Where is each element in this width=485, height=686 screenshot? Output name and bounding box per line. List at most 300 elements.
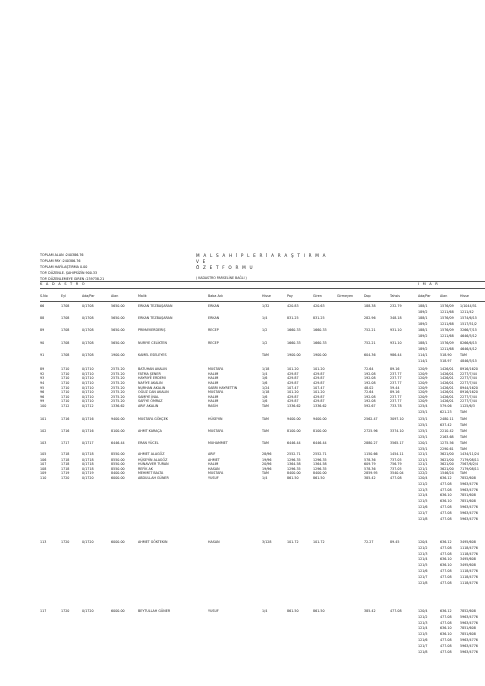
table-cell: ARIF <box>208 452 216 456</box>
table-cell: AHMT KARAÇA <box>138 429 162 433</box>
imar-cell: 636.10 <box>440 557 452 562</box>
table-cell: RECEP <box>208 328 219 332</box>
table-cell: 93 <box>40 376 45 380</box>
table-cell: 6446.44 <box>111 441 125 445</box>
table-cell: 1/18 <box>262 390 270 394</box>
table-cell: 1708 <box>61 328 70 332</box>
table-cell: 232.79 <box>390 304 402 308</box>
imar-cell: 120/9 <box>418 381 428 385</box>
table-cell: 8400.00 <box>313 471 327 475</box>
imar-cell: 1574/6/15 <box>460 316 477 320</box>
imar-cell: 477.08 <box>440 643 452 648</box>
table-cell: 1716 <box>61 429 70 433</box>
table-cell: 0/1718 <box>82 458 94 462</box>
imar-cell: 518.90 <box>440 353 452 357</box>
table-cell: MUSTAFA GÖKÇEK <box>138 417 168 421</box>
table-cell: 101.72 <box>287 540 299 544</box>
table-cell: SAFİYE ÖMRAZ <box>138 399 163 403</box>
table-cell: HASAN <box>208 467 220 471</box>
table-cell: HASAN <box>208 540 220 544</box>
imar-cell: 5963/4776 <box>460 487 478 492</box>
table-cell: 0/1710 <box>82 395 94 399</box>
table-cell: 2575.20 <box>111 376 125 380</box>
imar-cell: 1546/24 <box>440 471 454 475</box>
table-cell: 192.08 <box>364 381 376 385</box>
table-cell: 429.87 <box>313 376 325 380</box>
table-cell: 8100.00 <box>313 429 327 433</box>
table-cell: 2552.71 <box>313 452 327 456</box>
table-cell: 604.36 <box>364 353 376 357</box>
imar-cell: 477.08 <box>440 614 452 619</box>
table-cell: 2725.96 <box>364 429 378 433</box>
table-cell: 348.18 <box>390 316 402 320</box>
table-cell: 101.20 <box>287 367 299 371</box>
imar-cell: 120/9 <box>418 390 428 394</box>
table-cell: 282.96 <box>364 316 376 320</box>
table-cell: 192.08 <box>364 399 376 403</box>
table-cell: 89.16 <box>390 367 400 371</box>
table-cell: 1/4 <box>262 476 268 480</box>
imar-cell: 477.08 <box>440 487 452 492</box>
imar-cell: 121/1 <box>418 452 428 456</box>
table-cell: 2859.95 <box>364 471 378 475</box>
table-cell: 89.45 <box>390 540 400 544</box>
table-cell: HALIM <box>208 395 219 399</box>
table-cell: 1718 <box>61 467 70 471</box>
table-cell: 0/1719 <box>82 471 94 475</box>
table-cell: 2562.47 <box>364 417 378 421</box>
table-cell: 8550.00 <box>111 458 125 462</box>
table-cell: 429.87 <box>287 372 299 376</box>
report-title: M A L S A H İ P L E R İ A R A Ş T I R M A <box>196 253 327 258</box>
imar-cell: 121/8 <box>418 516 428 521</box>
table-cell: 861.50 <box>287 609 299 613</box>
imar-cell: TAM <box>460 417 467 421</box>
imar-cell: 125/4 <box>418 404 428 408</box>
imar-cell: 121/2 <box>418 614 428 619</box>
imar-cell: 7851/608 <box>460 632 476 637</box>
table-cell: 1710 <box>61 399 70 403</box>
table-cell: 2575.20 <box>111 372 125 376</box>
imar-cell: 121/5 <box>418 632 428 637</box>
table-cell: 737.05 <box>390 458 402 462</box>
imar-cell: 1118/4776 <box>460 545 478 550</box>
table-cell: 0/1712 <box>82 404 94 408</box>
col-header: Malik <box>138 294 147 298</box>
table-cell: 72.27 <box>364 540 374 544</box>
table-cell: 237.77 <box>390 399 402 403</box>
imar-cell: 122/2 <box>418 471 428 475</box>
table-cell: 1336.62 <box>111 404 125 408</box>
table-cell: OĞUZ CAN AKALIN <box>138 390 169 394</box>
imar-cell: TAM <box>460 434 467 439</box>
imar-cell: 125/1 <box>418 429 428 433</box>
table-cell: 1710 <box>61 372 70 376</box>
col-header: Pay <box>287 294 293 298</box>
imar-cell: TAM <box>460 471 467 475</box>
imar-cell: 1211/68 <box>440 333 454 338</box>
table-cell: 107 <box>40 462 47 466</box>
imar-cell: 2290.61 <box>440 446 454 451</box>
table-cell: 9400.00 <box>313 417 327 421</box>
col-header: Hisse <box>460 294 469 298</box>
imar-cell: 121/6 <box>418 569 428 573</box>
table-cell: 429.87 <box>287 395 299 399</box>
table-cell: 101.20 <box>287 390 299 394</box>
col-header: Dop <box>364 294 371 298</box>
table-cell: 107.47 <box>287 386 299 390</box>
table-cell: AHMET GÖKTEKIN <box>138 540 168 544</box>
imar-cell: 125/1 <box>418 446 428 451</box>
table-cell: 1/6 <box>262 395 268 399</box>
table-cell: 89 <box>40 367 45 371</box>
table-cell: 110 <box>40 476 47 480</box>
imar-cell: 477.08 <box>440 545 452 550</box>
table-cell: 1710 <box>61 381 70 385</box>
table-cell: SABRI HAYRETTIN <box>208 386 238 390</box>
table-cell: REFİK AK <box>138 467 153 471</box>
imar-cell: 121/2 <box>418 481 428 486</box>
imar-cell: 477.08 <box>440 569 452 573</box>
imar-cell: 5963/4776 <box>460 649 478 654</box>
table-cell: ERKAN <box>208 304 220 308</box>
table-cell: 1719 <box>61 471 70 475</box>
imar-cell: 120/9 <box>418 367 428 371</box>
table-cell: 108 <box>40 467 47 471</box>
imar-cell: 3621/00 <box>440 462 454 466</box>
table-cell: 1296.35 <box>313 458 327 462</box>
imar-cell: 477.08 <box>440 551 452 556</box>
imar-cell: 3495/608 <box>460 563 476 568</box>
table-cell: 192.08 <box>364 376 376 380</box>
imar-cell: 7851/608 <box>460 499 476 504</box>
imar-cell: 188/1 <box>418 316 428 320</box>
table-cell: 0/1716 <box>82 429 94 433</box>
imar-cell: 121/2 <box>418 545 428 550</box>
table-cell: 0/1717 <box>82 441 94 445</box>
imar-cell: 188/1 <box>418 328 428 332</box>
imar-cell: 636.10 <box>440 563 452 568</box>
col-header: Alan <box>440 294 448 298</box>
table-cell: 1364.58 <box>287 462 301 466</box>
table-cell: 1718 <box>61 462 70 466</box>
table-cell: 0/1708 <box>82 353 94 357</box>
table-cell: 5650.00 <box>111 316 125 320</box>
table-cell: 19/96 <box>262 467 272 471</box>
table-cell: 756.79 <box>390 462 402 466</box>
imar-cell: 4646/4/12 <box>460 346 477 351</box>
imar-cell: TAM <box>460 409 467 414</box>
table-cell: 1/2 <box>262 341 268 345</box>
table-cell: 420.83 <box>287 304 299 308</box>
imar-cell: 189/2 <box>418 309 428 314</box>
table-cell: 429.87 <box>287 376 299 380</box>
table-cell: 1150.66 <box>364 452 378 456</box>
table-cell: 5650.00 <box>111 341 125 345</box>
table-cell: 0/1720 <box>82 609 94 613</box>
imar-cell: 120/1 <box>418 441 428 445</box>
table-cell: TAM <box>262 441 269 445</box>
table-cell: 103 <box>40 441 47 445</box>
imar-cell: 7851/608 <box>460 626 476 631</box>
imar-cell: 7179/08/11 <box>460 467 480 471</box>
table-cell: 752.21 <box>364 328 376 332</box>
table-cell: 99 <box>40 399 45 403</box>
imar-cell: 2210.42 <box>440 429 454 433</box>
table-cell: 107.47 <box>313 386 325 390</box>
table-cell: 8550.00 <box>111 452 125 456</box>
table-cell: 0/1710 <box>82 386 94 390</box>
table-cell: 1710 <box>61 367 70 371</box>
table-cell: 1/4 <box>262 609 268 613</box>
table-cell: 89 <box>40 328 45 332</box>
imar-cell: 1576/09 <box>440 316 454 320</box>
table-cell: TAM <box>262 471 269 475</box>
table-cell: 72.64 <box>364 367 374 371</box>
table-cell: 1660.33 <box>287 341 301 345</box>
table-cell: 9400.00 <box>111 417 125 421</box>
table-cell: 1336.62 <box>313 404 327 408</box>
imar-cell: 120/4 <box>418 540 428 544</box>
table-cell: 429.87 <box>313 381 325 385</box>
table-cell: 100 <box>40 404 47 408</box>
imar-cell: TAM <box>460 446 467 451</box>
imar-cell: 636.10 <box>440 493 452 498</box>
table-cell: BEYTULLAH GÜNER <box>138 609 171 613</box>
table-cell: 1717 <box>61 441 70 445</box>
table-cell: 3565.17 <box>390 441 404 445</box>
table-cell: 1/6 <box>262 381 268 385</box>
table-cell: 2575.20 <box>111 381 125 385</box>
imar-cell: 121/4 <box>418 493 428 498</box>
table-cell: MUHAMMET <box>208 441 228 445</box>
imar-cell: 114/1 <box>418 358 428 363</box>
table-cell: 95 <box>40 386 45 390</box>
imar-cell: 1/1044/51 <box>460 304 477 308</box>
imar-cell: 5963/4776 <box>460 614 478 619</box>
imar-cell: 5963/4776 <box>460 620 478 625</box>
imar-cell: 1434/11/24 <box>460 452 480 456</box>
table-cell: 385.42 <box>364 609 376 613</box>
col-header: Giren <box>313 294 322 298</box>
table-cell: 0/1708 <box>82 304 94 308</box>
table-cell: 1/6 <box>262 399 268 403</box>
table-cell: 6000.00 <box>111 540 125 544</box>
table-cell: 8100.00 <box>111 429 125 433</box>
table-cell: 1720 <box>61 609 70 613</box>
table-cell: 0/1710 <box>82 390 94 394</box>
table-cell: 2552.71 <box>287 452 301 456</box>
imar-cell: 189/2 <box>418 346 428 351</box>
imar-cell: 2277/7/44 <box>460 372 477 376</box>
table-cell: 931.10 <box>390 328 402 332</box>
imar-cell: 2163.68 <box>440 434 454 439</box>
table-cell: 1708 <box>61 316 70 320</box>
imar-cell: 1517/51/2 <box>460 321 477 326</box>
imar-cell: 1426/01 <box>440 390 454 394</box>
imar-cell: 121/3 <box>418 620 428 625</box>
imar-cell: 1426/01 <box>440 376 454 380</box>
table-cell: MUSTAFA <box>208 471 224 475</box>
table-cell: ERAN YÜCEL <box>138 441 159 445</box>
table-cell: 385.42 <box>364 476 376 480</box>
imar-cell: 477.08 <box>440 505 452 509</box>
imar-cell: 125/1 <box>418 409 428 414</box>
imar-cell: 579.06 <box>440 404 452 408</box>
imar-cell: 1426/01 <box>440 367 454 371</box>
imar-cell: 120/9 <box>418 395 428 399</box>
table-cell: 0/1718 <box>82 467 94 471</box>
table-cell: 1/4 <box>262 372 268 376</box>
table-cell: 0/1710 <box>82 372 94 376</box>
imar-cell: 1426/01 <box>440 386 454 390</box>
table-cell: 96 <box>40 395 45 399</box>
imar-cell: 477.08 <box>440 620 452 625</box>
imar-cell: 477.08 <box>440 516 452 521</box>
col-header: Girmeyen <box>337 294 354 298</box>
imar-cell: 120/9 <box>418 372 428 376</box>
table-cell: 88 <box>40 316 45 320</box>
table-cell: 101.72 <box>313 540 325 544</box>
summary-total-share: TOPLAM PAY :240386.76 <box>40 259 81 263</box>
table-cell: 101 <box>40 417 47 421</box>
table-cell: 90 <box>40 341 45 345</box>
imar-cell: 121/6 <box>418 638 428 642</box>
imar-cell: 121/7 <box>418 574 428 579</box>
table-cell: 420.63 <box>313 304 325 308</box>
table-cell: NURIYE CELİKTEN <box>138 341 167 345</box>
imar-cell: 621.23 <box>440 409 452 414</box>
imar-cell: TAM <box>460 429 467 433</box>
table-cell: FATMA ŞENER <box>138 372 161 376</box>
table-cell: 429.87 <box>287 399 299 403</box>
table-cell: 9400.00 <box>287 417 301 421</box>
table-cell: 91 <box>40 353 45 357</box>
table-cell: HALIM <box>208 372 219 376</box>
table-cell: 477.08 <box>390 609 402 613</box>
imar-cell: 121/5 <box>418 499 428 504</box>
imar-cell: 1118/4776 <box>460 574 478 579</box>
table-cell: RASİH <box>208 404 218 408</box>
table-cell: 1454.11 <box>390 452 404 456</box>
table-cell: YUSUF <box>208 609 219 613</box>
imar-cell: 1426/01 <box>440 372 454 376</box>
table-cell: 117 <box>40 609 47 613</box>
table-cell: ABDULLAH GÜNER <box>138 476 169 480</box>
imar-cell: 121/6 <box>418 505 428 509</box>
imar-cell: 2277/7/44 <box>460 399 477 403</box>
table-cell: HALIM <box>208 376 219 380</box>
table-cell: 0/1718 <box>82 462 94 466</box>
table-cell: 609.79 <box>364 462 376 466</box>
report-title-and: V E <box>196 259 207 264</box>
imar-cell: 120/4 <box>418 609 428 613</box>
table-cell: 0/1710 <box>82 376 94 380</box>
report-title-form: Ö Z E T F O R M U <box>196 265 254 270</box>
table-cell: 0/1718 <box>82 452 94 456</box>
imar-cell: 477.08 <box>440 638 452 642</box>
imar-cell: 121/5 <box>418 563 428 568</box>
table-cell: 6446.44 <box>313 441 327 445</box>
col-header: Ada/Par <box>82 294 95 298</box>
imar-cell: 5963/4776 <box>460 638 478 642</box>
table-cell: 1900.00 <box>287 353 301 357</box>
imar-cell: 125/1 <box>418 417 428 421</box>
imar-cell: 636.12 <box>440 540 452 544</box>
table-cell: 2880.27 <box>364 441 378 445</box>
table-cell: 1710 <box>61 390 70 394</box>
imar-cell: TAM <box>460 441 467 445</box>
section-imar: İ M A R <box>418 282 439 286</box>
table-cell: 3097.10 <box>390 417 404 421</box>
table-cell: 1296.35 <box>287 467 301 471</box>
imar-cell: 121/7 <box>418 643 428 648</box>
table-cell: 861.50 <box>313 609 325 613</box>
table-cell: 5650.00 <box>111 304 125 308</box>
table-cell: 1708 <box>61 341 70 345</box>
table-cell: 1660.33 <box>313 341 327 345</box>
table-cell: 0/1720 <box>82 540 94 544</box>
imar-cell: 2277/7/44 <box>460 395 477 399</box>
table-cell: 1296.35 <box>313 467 327 471</box>
imar-cell: 636.12 <box>440 609 452 613</box>
table-cell: 1720 <box>61 476 70 480</box>
imar-cell: 2480.11 <box>440 417 454 421</box>
table-cell: 0/1708 <box>82 341 94 345</box>
table-cell: 109 <box>40 471 47 475</box>
table-cell: 986.44 <box>390 353 402 357</box>
imar-cell: 636.10 <box>440 632 452 637</box>
imar-cell: 1275.56 <box>440 441 454 445</box>
table-cell: 0/1710 <box>82 367 94 371</box>
imar-cell: 121/1 <box>418 458 428 462</box>
imar-cell: 636.10 <box>440 499 452 504</box>
table-cell: 578.36 <box>364 467 376 471</box>
table-cell: 96 <box>40 390 45 394</box>
col-header: Hisse <box>262 294 271 298</box>
imar-cell: 114/1 <box>418 353 428 357</box>
table-cell: 578.36 <box>364 458 376 462</box>
imar-cell: 120/9 <box>418 386 428 390</box>
imar-cell: 121/4 <box>418 626 428 631</box>
imar-cell: 637.42 <box>440 422 452 427</box>
summary-total-expropriation: TOPLAM HAFİLAŞTIRMA 0.00 <box>40 265 88 269</box>
imar-cell: 636.10 <box>440 626 452 631</box>
table-cell: 237.77 <box>390 372 402 376</box>
imar-cell: 3621/00 <box>440 458 454 462</box>
table-cell: 8100.00 <box>287 429 301 433</box>
table-cell: 831.25 <box>287 316 299 320</box>
imar-cell: 4846/5/15 <box>460 358 477 363</box>
imar-cell: 189/2 <box>418 333 428 338</box>
table-cell: 733.78 <box>390 404 402 408</box>
imar-cell: 1576/09 <box>440 304 454 308</box>
table-cell: 1660.33 <box>287 328 301 332</box>
col-header: Tahsis <box>390 294 400 298</box>
col-header: Baba Adı <box>208 294 223 298</box>
table-cell: 2575.20 <box>111 390 125 394</box>
imar-cell: 1426/01 <box>440 399 454 403</box>
table-cell: 92 <box>40 372 45 376</box>
table-cell: 1336.62 <box>287 404 301 408</box>
table-cell: 0/1708 <box>82 316 94 320</box>
table-cell: SAMIYE İNAL <box>138 395 159 399</box>
table-cell: 6000.00 <box>111 476 125 480</box>
table-cell: 6446.44 <box>287 441 301 445</box>
imar-cell: 120/9 <box>418 376 428 380</box>
table-cell: 1/24 <box>262 386 270 390</box>
imar-cell: TAM <box>460 422 467 427</box>
